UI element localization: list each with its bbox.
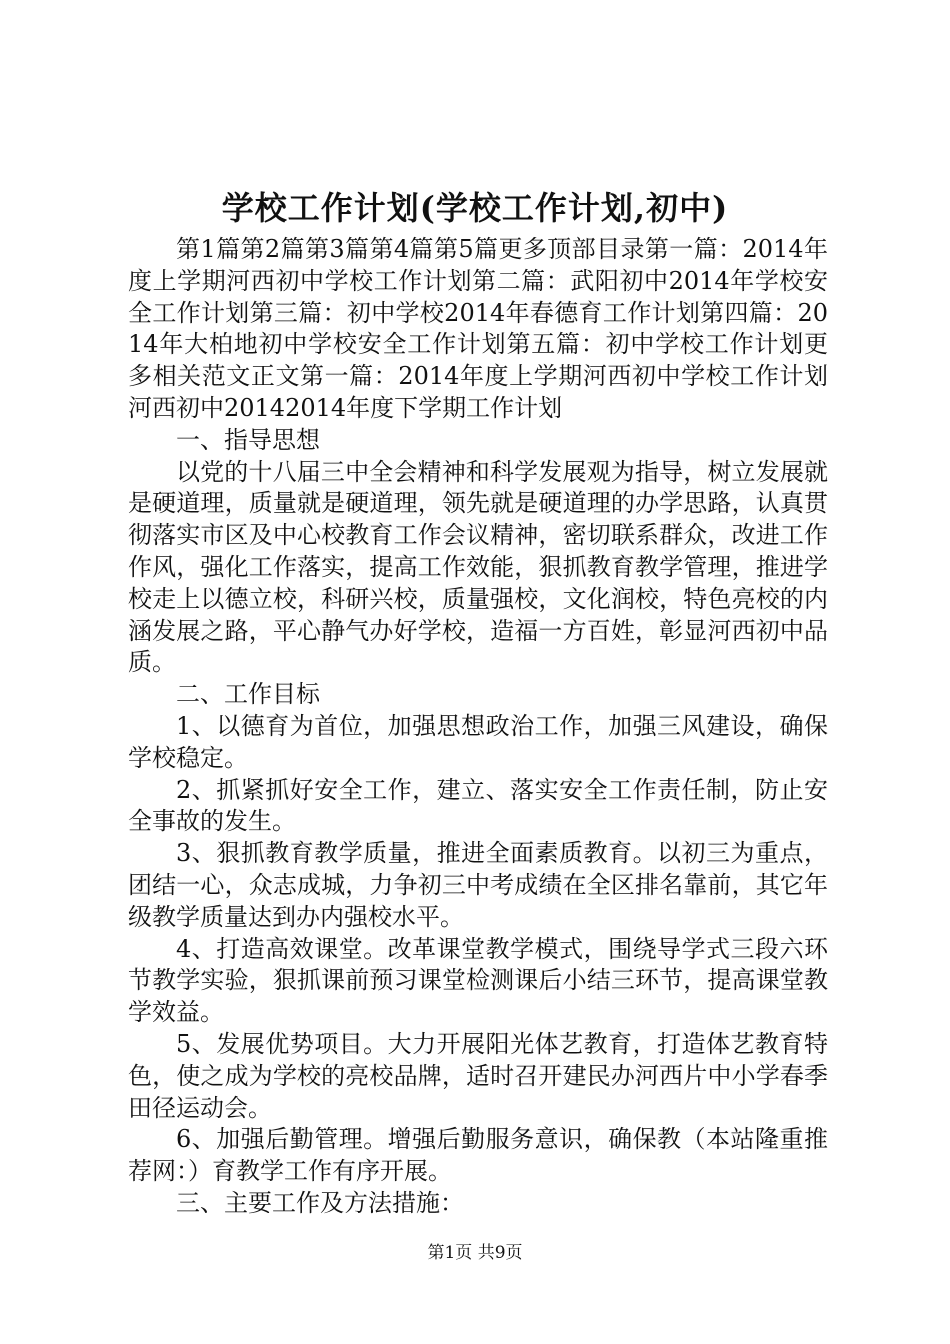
paragraph-goal-4: 4、打造高效课堂。改革课堂教学模式，围绕导学式三段六环节教学实验，狠抓课前预习课堂检测课后小结三环节，提高课堂教学效益。 [128,934,828,1027]
paragraph-goal-6: 6、加强后勤管理。增强后勤服务意识，确保教（本站隆重推荐网：）育教学工作有序开展。 [128,1125,828,1186]
paragraph-goal-5: 5、发展优势项目。大力开展阳光体艺教育，打造体艺教育特色，使之成为学校的亮校品牌，适时召开建民办河西片中小学春季田径运动会。 [128,1029,828,1122]
document-body [128,234,828,1220]
paragraph-goal-2: 2、抓紧抓好安全工作，建立、落实安全工作责任制，防止安全事故的发生。 [128,775,828,836]
paragraph-goal-3: 3、狠抓教育教学质量，推进全面素质教育。以初三为重点，团结一心，众志成城，力争初三中考成绩在全区排名靠前，其它年级教学质量达到办内强校水平。 [128,839,828,931]
page-number-footer: 第1页 共9页 [427,1243,523,1263]
paragraph-intro: 第1篇第2篇第3篇第4篇第5篇更多顶部目录第一篇：2014年度上学期河西初中学校工作计划第二篇：武阳初中2014年学校安全工作计划第三篇：初中学校2014年春德育工作计划第四篇：2014年大柏地初中学校安全工作计划第五篇：初中学校工作计划更多相关范文正文第一篇：2014年度上学期河西初中学校工作计划河西初中20142014年度下学期工作计划 [128,235,828,422]
heading-guiding-ideology: 一、指导思想 [176,425,320,454]
heading-work-goals: 二、工作目标 [176,680,320,709]
heading-main-work: 三、主要工作及方法措施： [176,1188,464,1217]
document-title: 学校工作计划(学校工作计划,初中) [221,189,729,227]
paragraph-guiding-ideology: 以党的十八届三中全会精神和科学发展观为指导，树立发展就是硬道理，质量就是硬道理，领先就是硬道理的办学思路，认真贯彻落实市区及中心校教育工作会议精神，密切联系群众，改进工作作风，强化工作落实，提高工作效能，狠抓教育教学管理，推进学校走上以德立校，科研兴校，质量强校，文化润校，特色亮校的内涵发展之路，平心静气办好学校，造福一方百姓，彰显河西初中品质。 [128,457,828,677]
paragraph-goal-1: 1、以德育为首位，加强思想政治工作，加强三风建设，确保学校稳定。 [128,711,828,772]
